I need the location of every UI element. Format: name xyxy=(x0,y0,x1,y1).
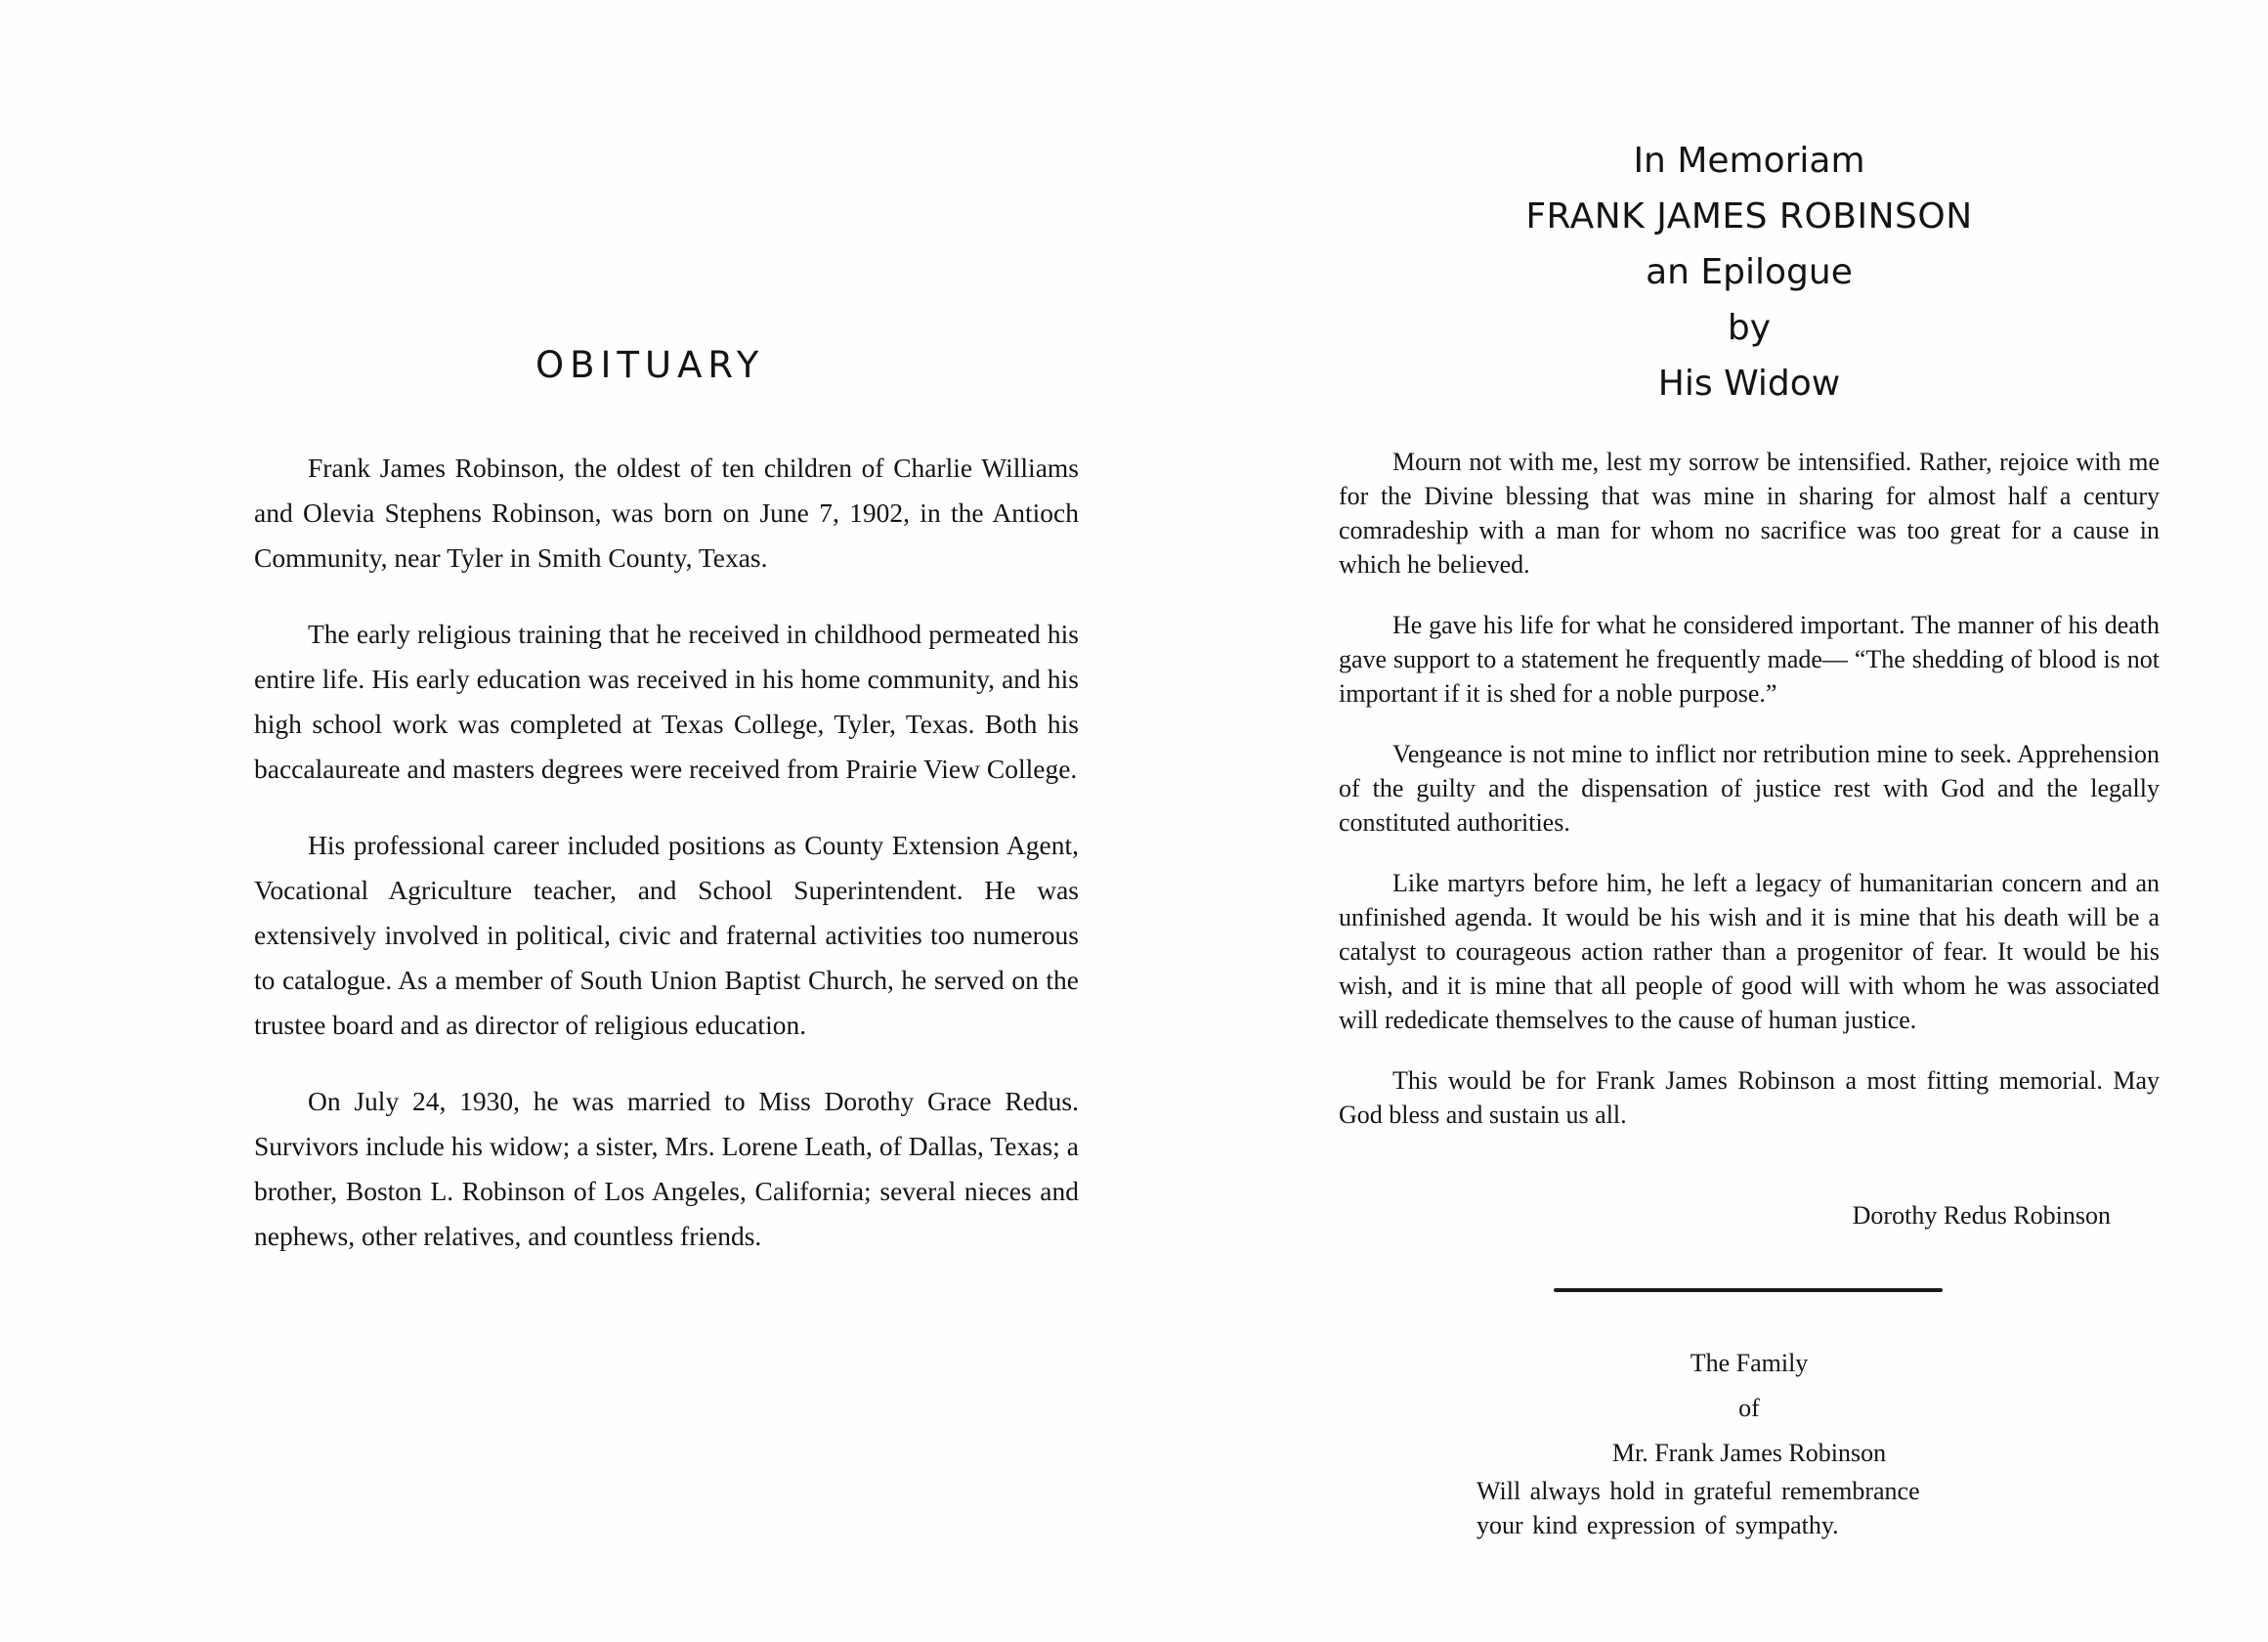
obituary-paragraph-birth: Frank James Robinson, the oldest of ten children of Charlie Williams and Olevia Stephens Robinson, was born on June 7, 1902, in the Antioch Community, near Tyler in Smith County, Texas. xyxy=(254,453,1079,573)
widow-signature: Dorothy Redus Robinson xyxy=(1852,1201,2111,1230)
obituary-paragraph-education: The early religious training that he received in childhood permeated his entire life. His early education was received in his home community, and his high school work was completed at Texas College, Tyler, Texas. Both his baccalaureate and masters degrees were received from Prairie View College. xyxy=(254,619,1079,784)
epilogue-paragraph-memorial: This would be for Frank James Robinson a most fitting memorial. May God bless and sustain us all. xyxy=(1339,1066,2160,1129)
obituary-body xyxy=(254,446,1079,1290)
title-by: by xyxy=(1727,308,1772,348)
family-line: The Family xyxy=(1690,1349,1809,1377)
thanks-message xyxy=(1476,1474,2024,1542)
obituary-heading: OBITUARY xyxy=(535,344,765,386)
family-of-line: of xyxy=(1738,1394,1760,1422)
title-his-widow: His Widow xyxy=(1657,364,1841,404)
epilogue-paragraph-vengeance: Vengeance is not mine to inflict nor retribution mine to seek. Apprehension of the guilty and the dispensation of justice rest with God and the legally constituted authorities. xyxy=(1339,740,2160,837)
obituary-paragraph-survivors: On July 24, 1930, he was married to Miss Dorothy Grace Redus. Survivors include his widow; a sister, Mrs. Lorene Leath, of Dallas, Texas; a brother, Boston L. Robinson of Los Angeles, California; several nieces and nephews, other relatives, and countless friends. xyxy=(254,1086,1079,1251)
title-epilogue: an Epilogue xyxy=(1646,252,1853,292)
obituary-paragraph-career: His professional career included positions as County Extension Agent, Vocational Agriculture teacher, and School Superintendent. He was extensively involved in political, civic and fraternal activities too numerous to catalogue. As a member of South Union Baptist Church, he served on the trustee board and as director of religious education. xyxy=(254,830,1079,1040)
title-name: FRANK JAMES ROBINSON xyxy=(1525,196,1973,237)
thanks-line-2: your kind expression of sympathy. xyxy=(1476,1511,1839,1539)
memoriam-title xyxy=(1348,133,2150,411)
divider-rule xyxy=(1554,1288,1943,1292)
epilogue-paragraph-mourn: Mourn not with me, lest my sorrow be intensified. Rather, rejoice with me for the Divine blessing that was mine in sharing for almost half a century comradeship with a man for whom no sacrifice was too great for a cause in which he believed. xyxy=(1339,448,2160,579)
family-acknowledgment xyxy=(1466,1341,2033,1476)
family-name-line: Mr. Frank James Robinson xyxy=(1611,1439,1887,1467)
epilogue-paragraph-martyrs: Like martyrs before him, he left a legacy of humanitarian concern and an unfinished agenda. It would be his wish and it is mine that his death will be a catalyst to courageous action rather than a progenitor of fear. It would be his wish, and it is mine that all people of good will with whom he was associated will rededicate themselves to the cause of human justice. xyxy=(1339,869,2160,1034)
thanks-line-1: Will always hold in grateful remembrance xyxy=(1476,1477,1920,1505)
epilogue-paragraph-life: He gave his life for what he considered important. The manner of his death gave support to a statement he frequently made— “The shedding of blood is not important if it is shed for a noble purpose.” xyxy=(1339,611,2160,708)
title-in-memoriam: In Memoriam xyxy=(1633,141,1865,181)
epilogue-body xyxy=(1339,445,2160,1132)
